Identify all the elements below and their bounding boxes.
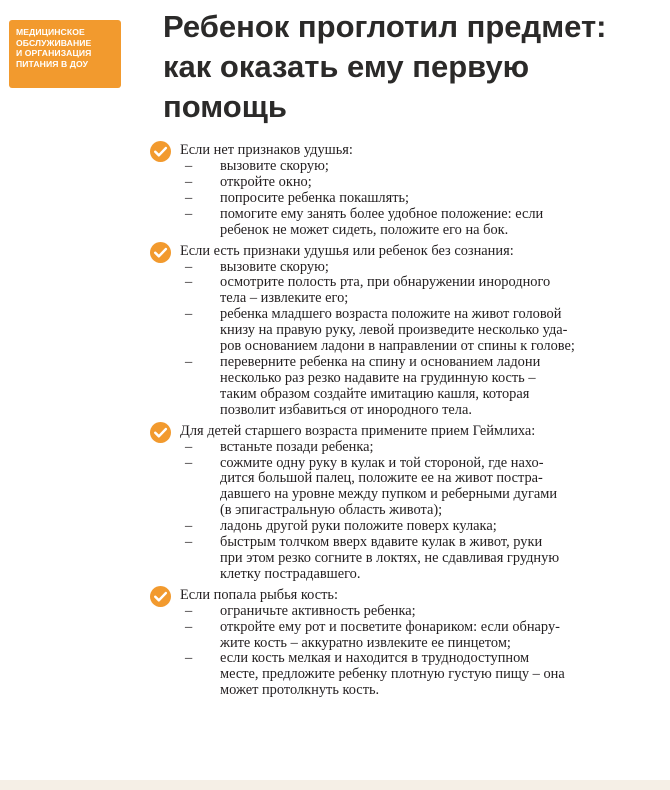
dash-bullet: – [185, 189, 193, 206]
dash-bullet: – [185, 602, 193, 619]
dash-bullet: – [185, 534, 193, 551]
list-item-line: откройте окно; [220, 173, 312, 190]
list-item-line: быстрым толчком вверх вдавите кулак в живот, руки [220, 534, 543, 551]
list-item [150, 307, 620, 355]
badge-line: МЕДИЦИНСКОЕ [16, 27, 85, 37]
badge-line: ПИТАНИЯ В ДОУ [16, 58, 89, 69]
section-heading [150, 142, 620, 159]
list-item-line: клетку пострадавшего. [220, 565, 361, 582]
list-item-line: позволит избавиться от инородного тела. [220, 401, 472, 418]
list-item-line: при этом резко согните в локтях, не сдавливая грудную [220, 549, 560, 566]
dash-bullet: – [185, 306, 193, 323]
dash-bullet: – [185, 205, 193, 222]
instruction-list [150, 604, 620, 699]
section [150, 243, 620, 419]
list-item-line: жите кость – аккуратно извлеките ее пинцетом; [220, 634, 511, 651]
instruction-list [150, 440, 620, 583]
badge-line: И ОРГАНИЗАЦИЯ [16, 48, 92, 59]
list-item [150, 440, 620, 456]
title-line: помощь [163, 89, 287, 124]
instruction-list [150, 260, 620, 419]
list-item-line: ребенка младшего возраста положите на живот головой [220, 306, 562, 323]
list-item-line: помогите ему занять более удобное положение: если [220, 205, 544, 222]
list-item [150, 275, 620, 307]
list-item-line: осмотрите полость рта, при обнаружении инородного [220, 274, 551, 291]
list-item-line: вызовите скорую; [220, 258, 329, 275]
section-heading [150, 587, 620, 604]
list-item-line: вызовите скорую; [220, 158, 329, 174]
instructions-body [150, 142, 620, 703]
list-item-line: может протолкнуть кость. [220, 682, 380, 699]
list-item [150, 355, 620, 419]
dash-bullet: – [185, 650, 193, 667]
list-item [150, 207, 620, 239]
list-item-line: сожмите одну руку в кулак и той стороной, где нахо- [220, 454, 544, 471]
list-item [150, 651, 620, 699]
list-item-line: книзу на правую руку, левой произведите несколько уда- [220, 322, 568, 339]
list-item-line: тела – извлеките его; [220, 290, 349, 307]
list-item-line: встаньте позади ребенка; [220, 438, 374, 455]
list-item [150, 519, 620, 535]
list-item [150, 191, 620, 207]
section [150, 142, 620, 239]
dash-bullet: – [185, 618, 193, 635]
list-item-line: несколько раз резко надавите на грудинную кость – [220, 369, 536, 386]
section-heading [150, 423, 620, 440]
section-heading-text: Для детей старшего возраста примените прием Геймлиха: [180, 422, 536, 439]
title-line: как оказать ему первую [163, 49, 530, 84]
section-heading-text: Если попала рыбья кость: [180, 586, 338, 603]
list-item [150, 456, 620, 520]
list-item-line: дится большой палец, положите ее на живот постра- [220, 470, 543, 487]
list-item [150, 620, 620, 652]
list-item [150, 535, 620, 583]
badge-line: ОБСЛУЖИВАНИЕ [16, 37, 92, 48]
dash-bullet: – [185, 274, 193, 291]
list-item [150, 175, 620, 191]
list-item-line: ладонь другой руки положите поверх кулака; [220, 518, 497, 535]
page-title [163, 7, 607, 127]
list-item [150, 260, 620, 276]
category-badge [9, 20, 121, 88]
list-item [150, 604, 620, 620]
list-item-line: (в эпигастральную область живота); [220, 502, 443, 519]
list-item-line: ребенок не может сидеть, положите его на бок. [220, 221, 509, 238]
dash-bullet: – [185, 438, 193, 455]
list-item-line: если кость мелкая и находится в труднодоступном [220, 650, 530, 667]
section-heading-text: Если есть признаки удушья или ребенок без сознания: [180, 242, 514, 259]
page-bottom-strip [0, 780, 670, 790]
list-item-line: переверните ребенка на спину и основанием ладони [220, 353, 541, 370]
dash-bullet: – [185, 258, 193, 275]
title-line: Ребенок проглотил предмет: [163, 9, 607, 44]
list-item [150, 159, 620, 175]
list-item-line: давшего на уровне между пупком и реберными дугами [220, 486, 558, 503]
dash-bullet: – [185, 518, 193, 535]
list-item-line: ров основанием ладони в направлении от спины к голове; [220, 338, 575, 355]
section [150, 423, 620, 583]
instruction-list [150, 159, 620, 239]
list-item-line: попросите ребенка покашлять; [220, 189, 410, 206]
dash-bullet: – [185, 158, 193, 174]
dash-bullet: – [185, 173, 193, 190]
section [150, 587, 620, 699]
list-item-line: ограничьте активность ребенка; [220, 602, 416, 619]
section-heading-text: Если нет признаков удушья: [180, 142, 353, 158]
section-heading [150, 243, 620, 260]
dash-bullet: – [185, 454, 193, 471]
list-item-line: откройте ему рот и посветите фонариком: если обнару- [220, 618, 560, 635]
list-item-line: таким образом создайте имитацию кашля, которая [220, 385, 530, 402]
dash-bullet: – [185, 353, 193, 370]
list-item-line: месте, предложите ребенку плотную густую пищу – она [220, 666, 565, 683]
